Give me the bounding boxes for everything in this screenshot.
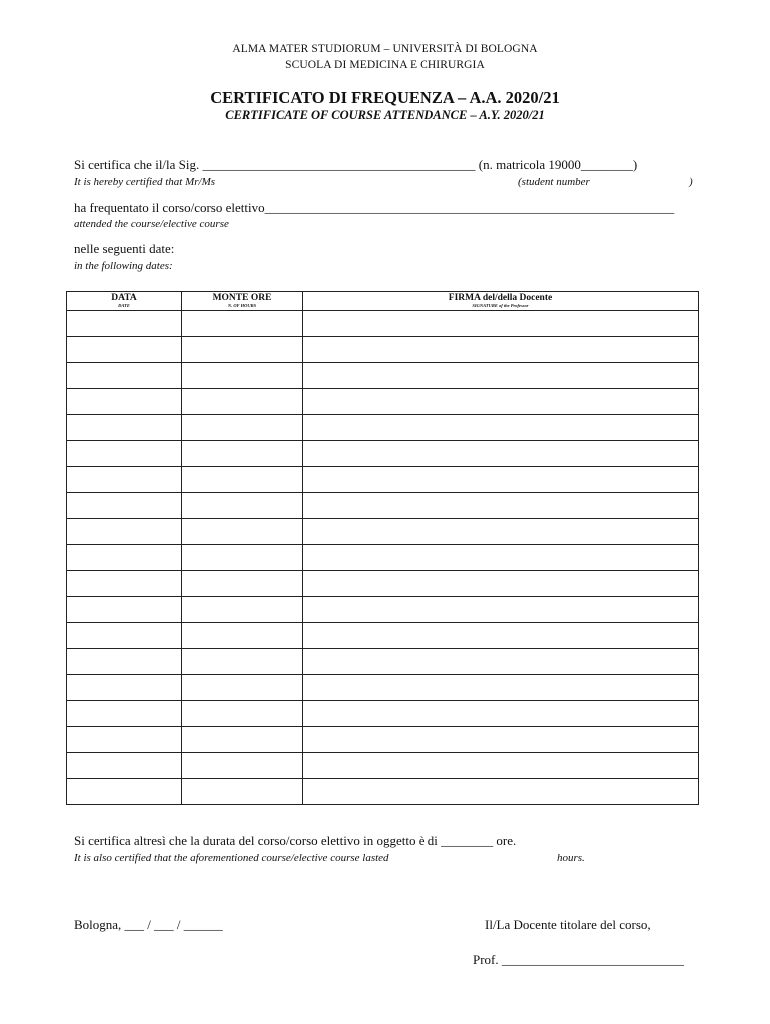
signature-cell bbox=[303, 571, 699, 597]
hours-cell bbox=[182, 389, 303, 415]
hours-cell bbox=[182, 753, 303, 779]
column-header-sublabel: DATE bbox=[118, 303, 130, 308]
table-row bbox=[67, 493, 699, 519]
column-header-label: DATA bbox=[111, 293, 137, 303]
table-row bbox=[67, 363, 699, 389]
page-title: CERTIFICATO DI FREQUENZA – A.A. 2020/21 bbox=[210, 88, 560, 107]
hours-cell bbox=[182, 441, 303, 467]
signature-cell bbox=[303, 623, 699, 649]
signature-cell bbox=[303, 701, 699, 727]
table-row bbox=[67, 571, 699, 597]
certify-line-en: It is hereby certified that Mr/Ms bbox=[74, 176, 216, 188]
signature-cell bbox=[303, 311, 699, 337]
attendance-table bbox=[66, 291, 699, 805]
hours-cell bbox=[182, 597, 303, 623]
column-header-hours bbox=[182, 292, 303, 311]
table-row bbox=[67, 701, 699, 727]
dates-line-en: in the following dates: bbox=[74, 260, 173, 272]
signature-cell bbox=[303, 415, 699, 441]
date-cell bbox=[67, 415, 182, 441]
course-line: ha frequentato il corso/corso elettivo_______________________________________________________________ bbox=[74, 200, 675, 215]
table-row bbox=[67, 779, 699, 805]
date-cell bbox=[67, 337, 182, 363]
date-cell bbox=[67, 467, 182, 493]
signature-cell bbox=[303, 649, 699, 675]
university-name: ALMA MATER STUDIORUM – UNIVERSITÀ DI BOLOGNA bbox=[232, 43, 538, 55]
signature-cell bbox=[303, 675, 699, 701]
table-row bbox=[67, 415, 699, 441]
signature-cell bbox=[303, 519, 699, 545]
column-header-date bbox=[67, 292, 182, 311]
date-cell bbox=[67, 311, 182, 337]
hours-cell bbox=[182, 363, 303, 389]
signature-cell bbox=[303, 753, 699, 779]
school-name: SCUOLA DI MEDICINA E CHIRURGIA bbox=[285, 59, 485, 71]
table-row bbox=[67, 467, 699, 493]
signature-cell bbox=[303, 467, 699, 493]
duration-line-en: It is also certified that the aforementioned course/elective course lasted bbox=[74, 852, 389, 864]
hours-cell bbox=[182, 649, 303, 675]
table-row bbox=[67, 753, 699, 779]
signature-cell bbox=[303, 493, 699, 519]
hours-cell bbox=[182, 545, 303, 571]
date-cell bbox=[67, 623, 182, 649]
table-row bbox=[67, 519, 699, 545]
hours-cell bbox=[182, 337, 303, 363]
hours-cell bbox=[182, 493, 303, 519]
column-header-label: FIRMA del/della Docente bbox=[448, 293, 553, 303]
date-cell bbox=[67, 493, 182, 519]
teacher-label: Il/La Docente titolare del corso, bbox=[485, 917, 651, 932]
signature-cell bbox=[303, 337, 699, 363]
hours-cell bbox=[182, 701, 303, 727]
date-cell bbox=[67, 779, 182, 805]
dates-line: nelle seguenti date: bbox=[74, 241, 175, 256]
hours-cell bbox=[182, 623, 303, 649]
hours-label-en: hours. bbox=[557, 852, 585, 864]
certify-line: Si certifica che il/la Sig. __________________________________________ (n. matricola 19000________) bbox=[74, 157, 638, 172]
hours-cell bbox=[182, 415, 303, 441]
hours-cell bbox=[182, 467, 303, 493]
table-row bbox=[67, 597, 699, 623]
date-cell bbox=[67, 519, 182, 545]
hours-cell bbox=[182, 779, 303, 805]
date-cell bbox=[67, 441, 182, 467]
course-line-en: attended the course/elective course bbox=[74, 218, 229, 230]
signature-cell bbox=[303, 363, 699, 389]
date-cell bbox=[67, 649, 182, 675]
date-cell bbox=[67, 597, 182, 623]
table-row bbox=[67, 675, 699, 701]
column-header-label: MONTE ORE bbox=[212, 293, 272, 303]
table-row bbox=[67, 623, 699, 649]
student-number-close: ) bbox=[689, 176, 693, 188]
date-cell bbox=[67, 701, 182, 727]
hours-cell bbox=[182, 311, 303, 337]
signature-cell bbox=[303, 389, 699, 415]
professor-signature-line: Prof. ____________________________ bbox=[473, 952, 684, 967]
duration-line: Si certifica altresì che la durata del corso/corso elettivo in oggetto è di ________ ore. bbox=[74, 833, 517, 848]
hours-cell bbox=[182, 675, 303, 701]
hours-cell bbox=[182, 727, 303, 753]
table-row bbox=[67, 337, 699, 363]
signature-cell bbox=[303, 441, 699, 467]
date-cell bbox=[67, 389, 182, 415]
page-subtitle: CERTIFICATE OF COURSE ATTENDANCE – A.Y. 2020/21 bbox=[225, 108, 545, 122]
date-cell bbox=[67, 545, 182, 571]
table-row bbox=[67, 441, 699, 467]
table-row bbox=[67, 727, 699, 753]
date-cell bbox=[67, 363, 182, 389]
signature-cell bbox=[303, 727, 699, 753]
signature-cell bbox=[303, 597, 699, 623]
signature-cell bbox=[303, 545, 699, 571]
table-row bbox=[67, 389, 699, 415]
date-cell bbox=[67, 727, 182, 753]
place-date-line: Bologna, ___ / ___ / ______ bbox=[74, 917, 223, 932]
hours-cell bbox=[182, 519, 303, 545]
hours-cell bbox=[182, 571, 303, 597]
date-cell bbox=[67, 675, 182, 701]
signature-cell bbox=[303, 779, 699, 805]
table-row bbox=[67, 649, 699, 675]
column-header-sublabel: SIGNATURE of the Professor bbox=[472, 303, 529, 308]
table-row bbox=[67, 545, 699, 571]
column-header-sublabel: N. OF HOURS bbox=[227, 303, 257, 308]
student-number-label-en: (student number bbox=[518, 176, 590, 188]
column-header-signature bbox=[303, 292, 699, 311]
table-header-row bbox=[67, 292, 699, 311]
date-cell bbox=[67, 571, 182, 597]
date-cell bbox=[67, 753, 182, 779]
table-row bbox=[67, 311, 699, 337]
